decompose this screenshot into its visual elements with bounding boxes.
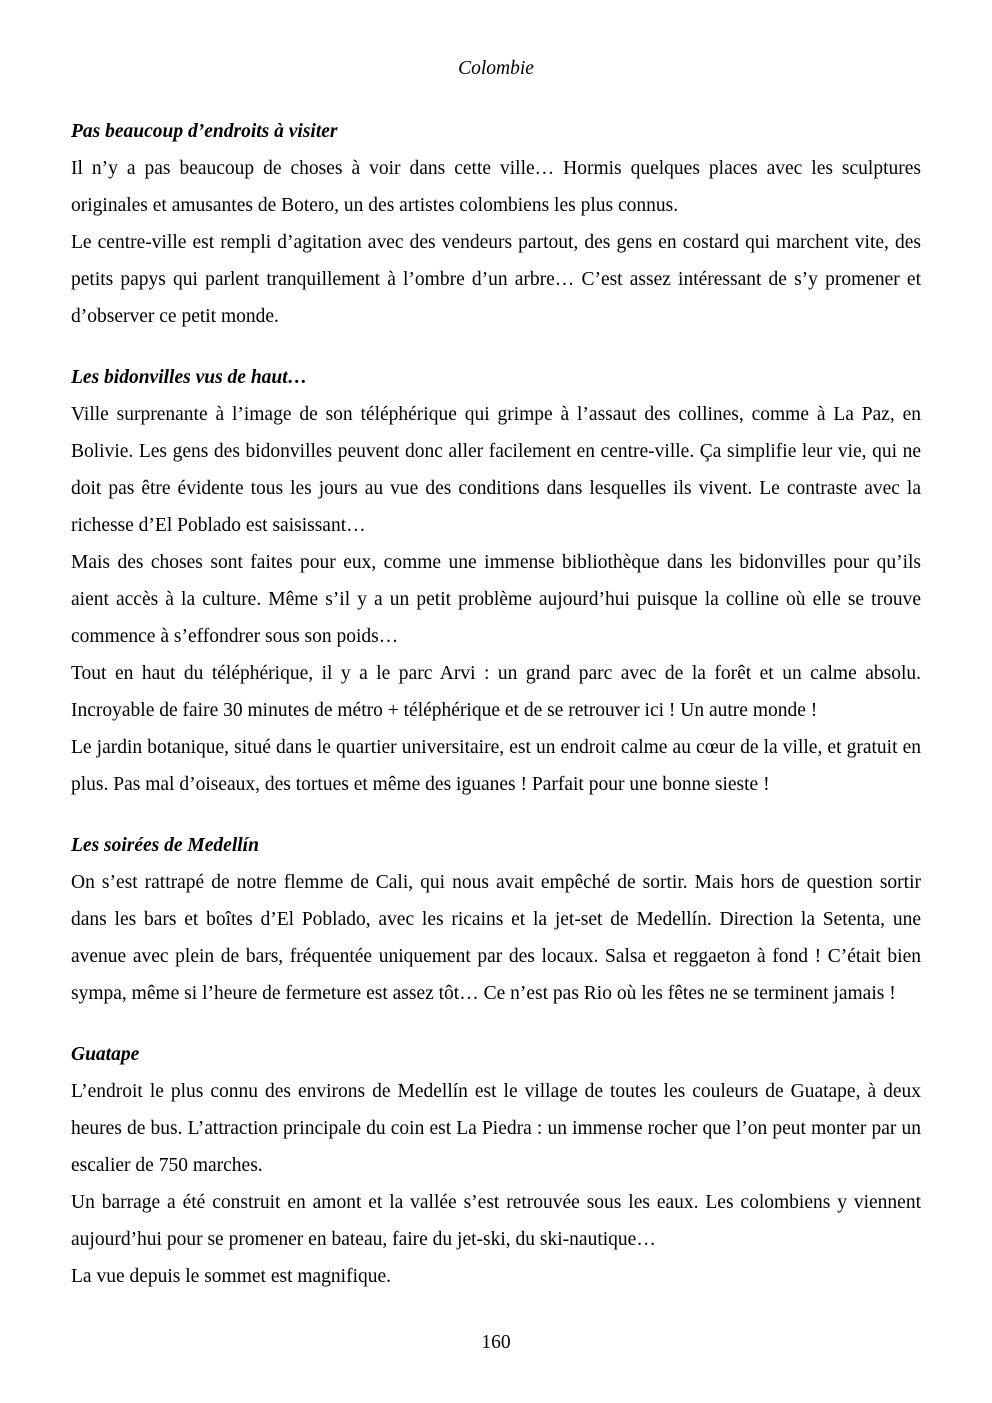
- section-heading: Pas beaucoup d’endroits à visiter: [71, 121, 338, 142]
- paragraph: L’endroit le plus connu des environs de Medellín est le village de toutes les couleurs de Guatape, à deux heures de bus. L’attraction principale du coin est La Piedra : un immense rocher que l’on peut monter par un escalier de 750 marches.: [71, 1081, 921, 1176]
- section-guatape: [71, 1036, 921, 1295]
- paragraph: La vue depuis le sommet est magnifique.: [71, 1266, 392, 1287]
- paragraph: Ville surprenante à l’image de son téléphérique qui grimpe à l’assaut des collines, comme à La Paz, en Bolivie. Les gens des bidonvilles peuvent donc aller facilement en centre-ville. Ça simplifie leur vie, qui ne doit pas être évidente tous les jours au vue des conditions dans lesquelles ils vivent. Le contraste avec la richesse d’El Poblado est saisissant…: [71, 404, 921, 536]
- page-title: Colombie: [458, 58, 534, 79]
- section-heading: Les soirées de Medellín: [71, 835, 259, 856]
- paragraph: Tout en haut du téléphérique, il y a le parc Arvi : un grand parc avec de la forêt et un calme absolu. Incroyable de faire 30 minutes de métro + téléphérique et de se retrouver ici ! Un autre monde !: [71, 663, 921, 721]
- section-soirees-medellin: [71, 827, 921, 1012]
- paragraph: Il n’y a pas beaucoup de choses à voir dans cette ville… Hormis quelques places avec les sculptures originales et amusantes de Botero, un des artistes colombiens les plus connus.: [71, 158, 921, 216]
- section-endroits-a-visiter: [71, 113, 921, 335]
- section-heading: Les bidonvilles vus de haut…: [71, 367, 308, 388]
- paragraph: Un barrage a été construit en amont et la vallée s’est retrouvée sous les eaux. Les colombiens y viennent aujourd’hui pour se promener en bateau, faire du jet-ski, du ski-nautique…: [71, 1192, 921, 1250]
- paragraph: Mais des choses sont faites pour eux, comme une immense bibliothèque dans les bidonvilles pour qu’ils aient accès à la culture. Même s’il y a un petit problème aujourd’hui puisque la colline où elle se trouve commence à s’effondrer sous son poids…: [71, 552, 921, 647]
- page-number: 160: [481, 1332, 511, 1353]
- paragraph: Le centre-ville est rempli d’agitation avec des vendeurs partout, des gens en costard qui marchent vite, des petits papys qui parlent tranquillement à l’ombre d’un arbre… C’est assez intéressant de s’y promener et d’observer ce petit monde.: [71, 232, 921, 327]
- section-bidonvilles: [71, 359, 921, 803]
- paragraph: On s’est rattrapé de notre flemme de Cali, qui nous avait empêché de sortir. Mais hors de question sortir dans les bars et boîtes d’El Poblado, avec les ricains et la jet-set de Medellín. Direction la Setenta, une avenue avec plein de bars, fréquentée uniquement par des locaux. Salsa et reggaeton à fond ! C’était bien sympa, même si l’heure de fermeture est assez tôt… Ce n’est pas Rio où les fêtes ne se terminent jamais !: [71, 872, 921, 1004]
- paragraph: Le jardin botanique, situé dans le quartier universitaire, est un endroit calme au cœur de la ville, et gratuit en plus. Pas mal d’oiseaux, des tortues et même des iguanes ! Parfait pour une bonne sieste !: [71, 737, 921, 795]
- section-heading: Guatape: [71, 1044, 140, 1065]
